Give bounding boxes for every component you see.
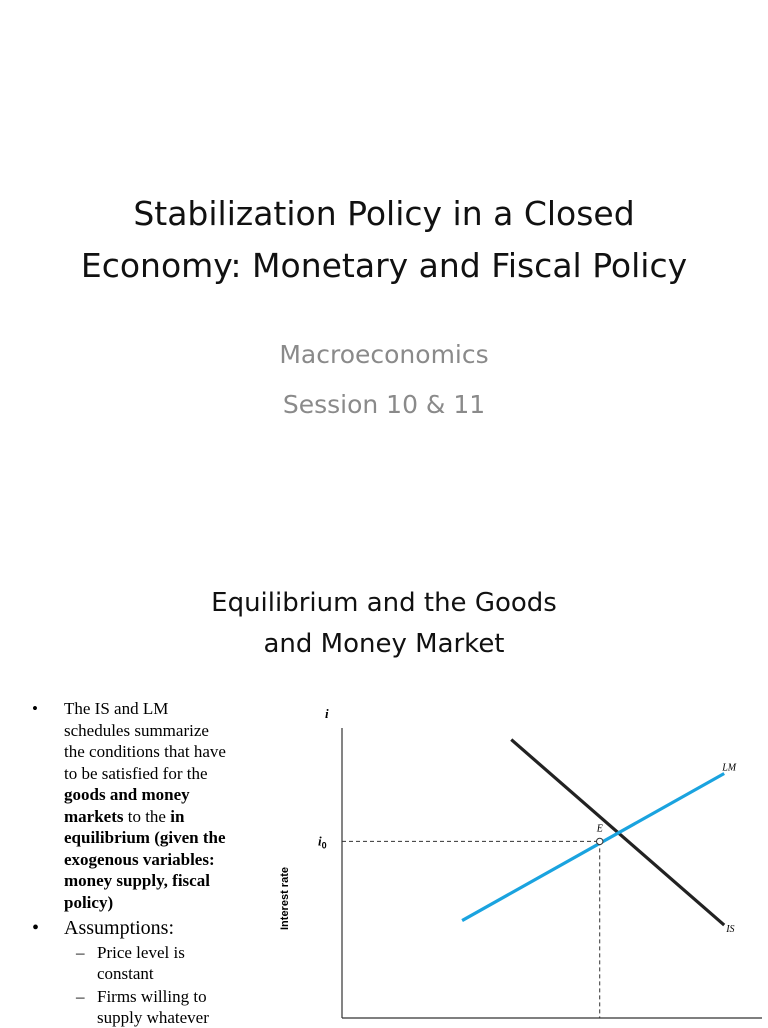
equilibrium-point — [597, 838, 603, 844]
bullet-is-lm-line: The IS and LM — [64, 699, 169, 718]
bullet-is-lm-line: the conditions that have — [64, 742, 226, 761]
title-line-2: Economy: Monetary and Fiscal Policy — [80, 246, 688, 285]
sub-bullet-1-line-2: constant — [97, 964, 154, 983]
subtitle-line-2: Session 10 & 11 — [282, 390, 486, 419]
bullet-is-lm-line: markets to the in — [64, 806, 185, 826]
equilibrium-label: E — [596, 823, 603, 835]
subtitle-line-1: Macroeconomics — [279, 340, 489, 369]
title-line-1: Stabilization Policy in a Closed — [133, 194, 635, 233]
y-axis-label: Interest rate — [279, 867, 291, 930]
is-label: IS — [726, 924, 735, 936]
bullet-assumptions-label: Assumptions: — [64, 917, 175, 939]
bullet-is-lm-line: to be satisfied for the — [64, 763, 208, 783]
sub-bullet-2-line-2: supply whatever — [97, 1008, 209, 1027]
slide2-title-line-2: and Money Market — [263, 629, 505, 659]
sub-bullet-2-line-1: Firms willing to — [97, 987, 207, 1006]
equilibrium-rate-label: $i_0$ — [318, 833, 327, 851]
y-axis-symbol: i — [325, 706, 329, 721]
bullet-is-lm-line: schedules summarize — [64, 720, 209, 740]
bullet-dot: • — [32, 699, 38, 718]
sub-bullet-1-line-1: Price level is — [97, 943, 185, 962]
bullet-is-lm-line: exogenous variables: — [64, 849, 215, 869]
slide2-title-line-1: Equilibrium and the Goods — [211, 588, 557, 618]
bullet-dot: • — [32, 917, 40, 939]
bullet-is-lm-line: policy) — [64, 892, 114, 912]
lm-label: LM — [722, 762, 737, 774]
sub-bullet-dash: – — [76, 987, 85, 1006]
sub-bullet-dash: – — [76, 943, 85, 962]
lm-curve — [462, 774, 724, 921]
bullet-is-lm-line: equilibrium (given the — [64, 828, 226, 847]
bullet-is-lm-line: goods and money — [64, 785, 190, 804]
bullet-is-lm-line: money supply, fiscal — [64, 871, 210, 890]
